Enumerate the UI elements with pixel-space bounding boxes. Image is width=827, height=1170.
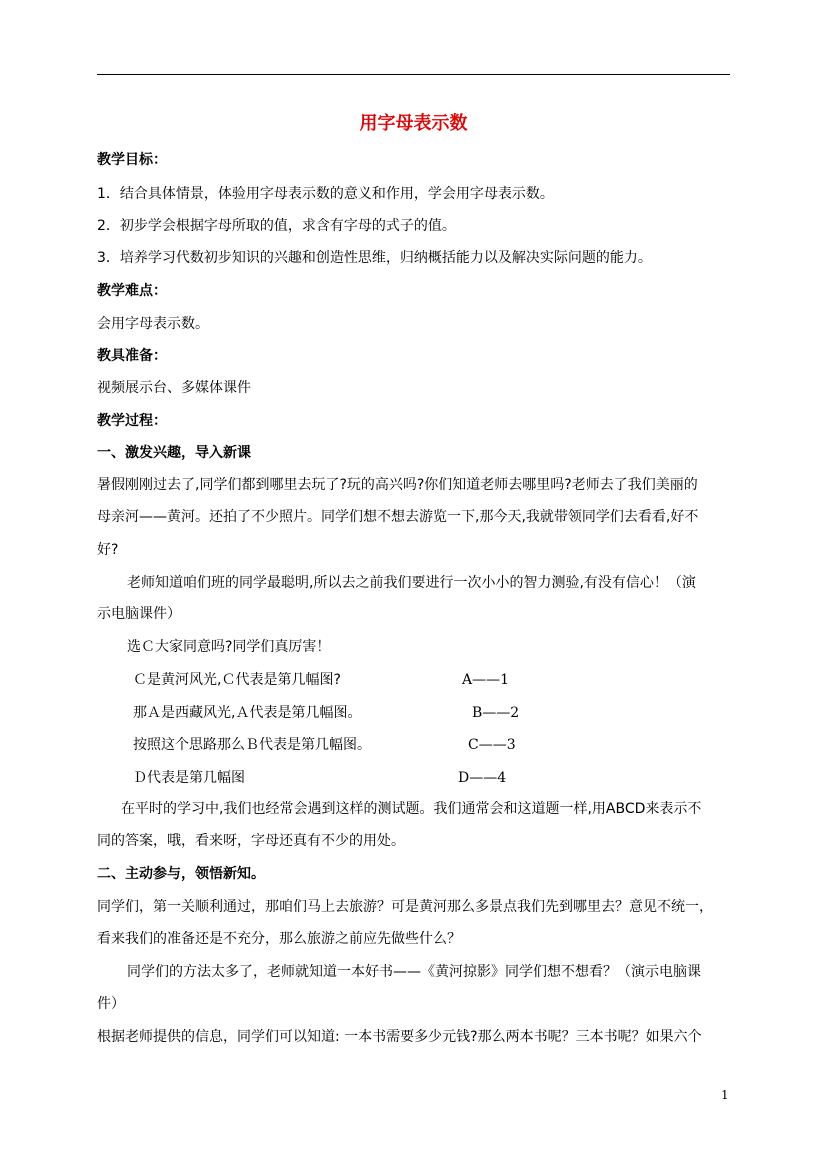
quiz-answer: B——2 <box>472 705 520 721</box>
difficulty-heading: 教学难点： <box>97 283 167 299</box>
quiz-question: Ｄ代表是第几幅图 <box>133 770 245 786</box>
quiz-answer: C——3 <box>468 737 516 753</box>
objective-item: 2．初步学会根据字母所取的值，求含有字母的式子的值。 <box>97 218 456 234</box>
quiz-question: Ｃ是黄河风光,Ｃ代表是第几幅图? <box>133 672 341 688</box>
paragraph-line: 老师知道咱们班的同学最聪明,所以去之前我们要进行一次小小的智力测验,有没有信心！（演 <box>127 575 696 591</box>
paragraph-line: 同学们的方法太多了，老师就知道一本好书——《黄河掠影》同学们想不想看？（演示电脑课 <box>127 964 701 980</box>
objective-item: 1．结合具体情景，体验用字母表示数的意义和作用，学会用字母表示数。 <box>97 186 554 202</box>
difficulty-text: 会用字母表示数。 <box>97 316 209 332</box>
header-rule <box>97 74 730 75</box>
document-title: 用字母表示数 <box>359 113 468 134</box>
process-heading: 教学过程： <box>97 413 167 429</box>
paragraph-line: 件） <box>97 996 125 1012</box>
part2-heading: 二、主动参与，领悟新知。 <box>97 866 265 882</box>
tools-heading: 教具准备： <box>97 348 167 364</box>
paragraph-line: 母亲河——黄河。还拍了不少照片。同学们想不想去游览一下,那今天,我就带领同学们去看看,好不 <box>97 509 699 525</box>
tools-text: 视频展示台、多媒体课件 <box>97 380 251 396</box>
paragraph-line: 暑假刚刚过去了,同学们都到哪里去玩了?玩的高兴吗?你们知道老师去哪里吗?老师去了我们美丽的 <box>97 477 698 493</box>
paragraph-line: 选Ｃ大家同意吗?同学们真厉害！ <box>127 639 331 655</box>
objective-item: 3．培养学习代数初步知识的兴趣和创造性思维，归纳概括能力以及解决实际问题的能力。 <box>97 250 652 266</box>
paragraph-line: 根据老师提供的信息，同学们可以知道: 一本书需要多少元钱?那么两本书呢？三本书呢？如果六个 <box>97 1029 702 1045</box>
part1-heading: 一、激发兴趣，导入新课 <box>97 445 251 461</box>
paragraph-line: 同学们，第一关顺利通过，那咱们马上去旅游？可是黄河那么多景点我们先到哪里去？意见不统一， <box>97 899 713 915</box>
page-number: 1 <box>721 1088 729 1102</box>
paragraph-line: 同的答案，哦，看来呀，字母还真有不少的用处。 <box>97 833 405 849</box>
quiz-question: 按照这个思路那么Ｂ代表是第几幅图。 <box>133 737 371 753</box>
quiz-question: 那Ａ是西藏风光,Ａ代表是第几幅图。 <box>133 705 362 721</box>
paragraph-line: 看来我们的准备还是不充分，那么旅游之前应先做些什么？ <box>97 931 461 947</box>
quiz-answer: A——1 <box>462 672 510 688</box>
objectives-heading: 教学目标： <box>97 152 167 168</box>
paragraph-line: 在平时的学习中,我们也经常会遇到这样的测试题。我们通常会和这道题一样,用ABCD来表示不 <box>121 801 702 817</box>
paragraph-line: 好? <box>97 542 119 558</box>
quiz-answer: D——4 <box>458 770 507 786</box>
paragraph-line: 示电脑课件） <box>97 606 181 622</box>
